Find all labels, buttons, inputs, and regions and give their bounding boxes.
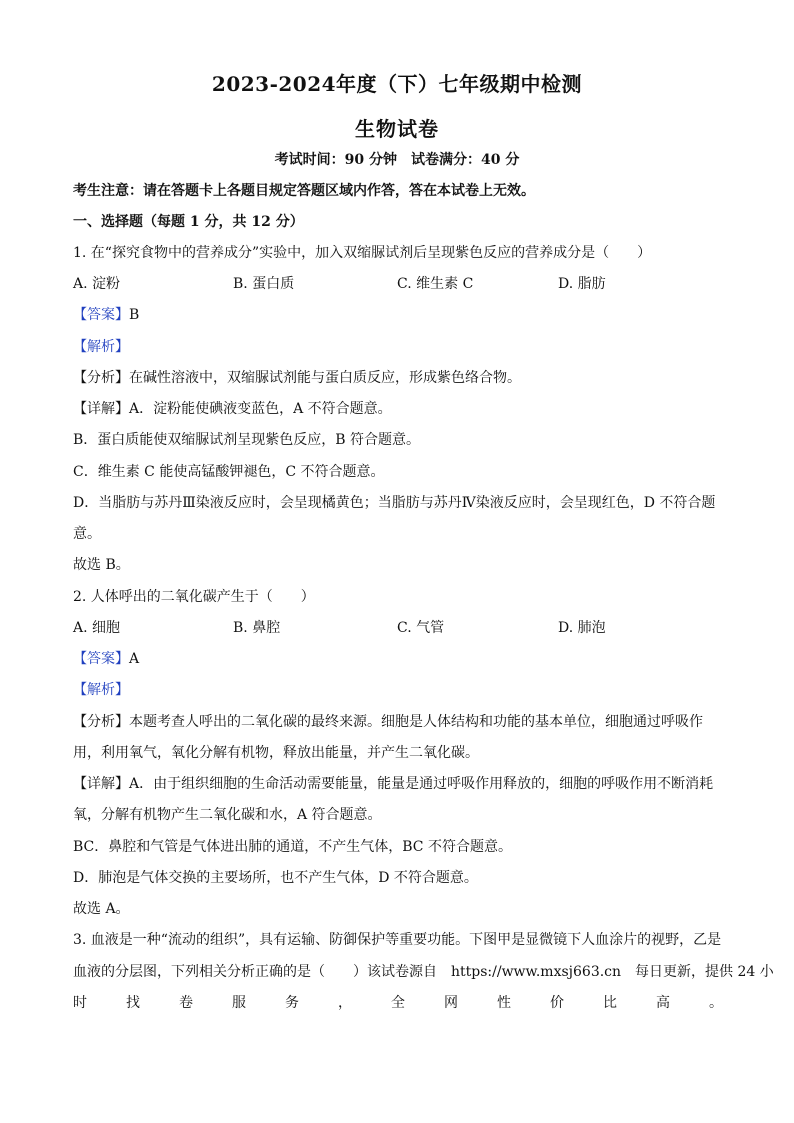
q3-stem-char: 卷 — [179, 995, 193, 1011]
q2-fenxi-cont: 用，利用氧气，氧化分解有机物，释放出能量，并产生二氧化碳。 — [73, 745, 479, 761]
q2-answer-value: A — [129, 651, 140, 667]
exam-notice: 考生注意：请在答题卡上各题目规定答题区域内作答，答在本试卷上无效。 — [73, 183, 535, 199]
q3-stem: 3. 血液是一种“流动的组织”，具有运输、防御保护等重要功能。下图甲是显微镜下人血涂片的视野，乙是 — [73, 932, 722, 948]
q1-answer-value: B — [129, 307, 140, 323]
q2-option-c: C. 气管 — [397, 620, 445, 636]
q3-stem-char: 服 — [232, 995, 246, 1011]
q1-option-a: A. 淀粉 — [73, 276, 121, 292]
q1-detail-a — [73, 399, 723, 419]
q2-stem: 2. 人体呼出的二氧化碳产生于（ ） — [73, 589, 315, 605]
q1-option-d: D. 脂肪 — [558, 276, 606, 292]
q1-detail-b: B．蛋白质能使双缩脲试剂呈现紫色反应，B 符合题意。 — [73, 432, 421, 448]
exam-subtitle: 生物试卷 — [355, 117, 439, 141]
q2-detail-a-text: A．由于组织细胞的生命活动需要能量，能量是通过呼吸作用释放的，细胞的呼吸作用不断消耗 — [129, 776, 714, 792]
q3-stem-justified — [73, 993, 723, 1013]
q1-answer — [73, 305, 723, 325]
q1-detail-d-cont: 意。 — [73, 526, 101, 542]
q1-stem: 1. 在“探究食物中的营养成分”实验中，加入双缩脲试剂后呈现紫色反应的营养成分是（ ） — [73, 245, 652, 261]
q2-option-d: D. 肺泡 — [558, 620, 606, 636]
q3-stem-char: 。 — [709, 995, 723, 1011]
q1-fenxi-text: 在碱性溶液中，双缩脲试剂能与蛋白质反应，形成紫色络合物。 — [129, 370, 521, 386]
fenxi-tag: 【分析】 — [73, 714, 129, 730]
q1-option-c: C. 维生素 C — [397, 276, 474, 292]
q2-fenxi-text: 本题考查人呼出的二氧化碳的最终来源。细胞是人体结构和功能的基本单位，细胞通过呼吸作 — [129, 714, 703, 730]
q3-stem-char: 网 — [444, 995, 458, 1011]
fenxi-tag: 【分析】 — [73, 370, 129, 386]
xiangjie-tag: 【详解】 — [73, 776, 129, 792]
section-heading: 一、选择题（每题 1 分，共 12 分） — [73, 214, 304, 230]
q1-detail-c: C．维生素 C 能使高锰酸钾褪色，C 不符合题意。 — [73, 464, 385, 480]
q2-detail-d: D．肺泡是气体交换的主要场所，也不产生气体，D 不符合题意。 — [73, 870, 478, 886]
q1-analysis-tag: 【解析】 — [73, 339, 129, 355]
q2-answer — [73, 649, 723, 669]
q3-stem-char: 全 — [391, 995, 405, 1011]
q2-analysis-tag: 【解析】 — [73, 682, 129, 698]
q1-fenxi — [73, 368, 723, 388]
q2-option-b: B. 鼻腔 — [233, 620, 281, 636]
q3-stem-cont: 血液的分层图，下列相关分析正确的是（ ）该试卷源自 https://www.mxsj663.cn 每日更新，提供 24 小 — [73, 964, 774, 980]
q3-stem-char: 高 — [656, 995, 670, 1011]
q2-option-a: A. 细胞 — [73, 620, 121, 636]
q1-option-b: B. 蛋白质 — [233, 276, 295, 292]
q2-conclusion: 故选 A。 — [73, 901, 130, 917]
exam-info: 考试时间：90 分钟 试卷满分：40 分 — [274, 152, 520, 168]
q3-stem-char: ， — [338, 995, 352, 1011]
q1-conclusion: 故选 B。 — [73, 557, 130, 573]
q2-detail-a — [73, 774, 723, 794]
q3-stem-char: 价 — [550, 995, 564, 1011]
q1-detail-d: D．当脂肪与苏丹Ⅲ染液反应时，会呈现橘黄色；当脂肪与苏丹Ⅳ染液反应时，会呈现红色，D 不符合题 — [73, 495, 716, 511]
exam-title: 2023-2024年度（下）七年级期中检测 — [211, 72, 583, 96]
q3-stem-char: 找 — [126, 995, 140, 1011]
answer-tag: 【答案】 — [73, 307, 129, 323]
q3-stem-char: 性 — [497, 995, 511, 1011]
q2-detail-bc: BC．鼻腔和气管是气体进出肺的通道，不产生气体，BC 不符合题意。 — [73, 839, 512, 855]
answer-tag: 【答案】 — [73, 651, 129, 667]
q3-stem-char: 务 — [285, 995, 299, 1011]
q3-stem-char: 比 — [603, 995, 617, 1011]
q2-detail-a-cont: 氧，分解有机物产生二氧化碳和水，A 符合题意。 — [73, 807, 382, 823]
q3-stem-char: 时 — [73, 995, 87, 1011]
q2-fenxi — [73, 712, 723, 732]
xiangjie-tag: 【详解】 — [73, 401, 129, 417]
q1-detail-a-text: A．淀粉能使碘液变蓝色，A 不符合题意。 — [129, 401, 392, 417]
